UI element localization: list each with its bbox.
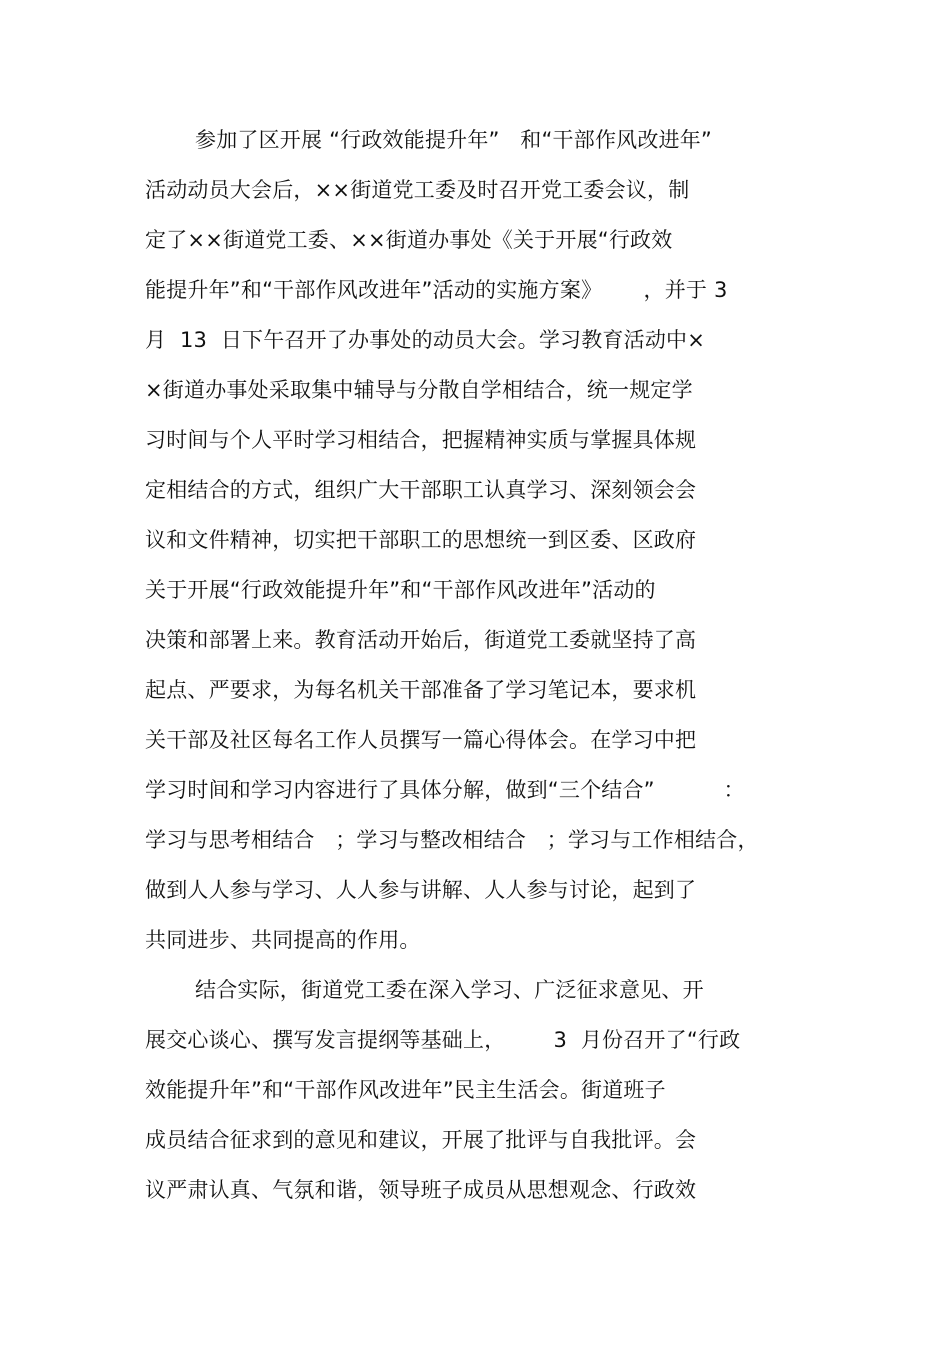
text-line: 学习与思考相结合 ；学习与整改相结合 ；学习与工作相结合，	[145, 828, 759, 852]
text-line: 效能提升年”和“干部作风改进年”民主生活会。街道班子	[145, 1078, 666, 1102]
text-line: 展交心谈心、撰写发言提纲等基础上， 3 月份召开了“行政	[145, 1028, 741, 1052]
text-line: 月 13 日下午召开了办事处的动员大会。学习教育活动中×	[145, 328, 706, 352]
text-line: 成员结合征求到的意见和建议，开展了批评与自我批评。会	[145, 1128, 697, 1152]
text-line: ×街道办事处采取集中辅导与分散自学相结合，统一规定学	[145, 378, 693, 402]
text-line: 议和文件精神，切实把干部职工的思想统一到区委、区政府	[145, 528, 697, 552]
text-line: 习时间与个人平时学习相结合，把握精神实质与掌握具体规	[145, 428, 697, 452]
text-line: 决策和部署上来。教育活动开始后，街道党工委就坚持了高	[145, 628, 697, 652]
text-line: 能提升年”和“干部作风改进年”活动的实施方案》 ，并于 3	[145, 278, 728, 302]
text-line: 议严肃认真、气氛和谐，领导班子成员从思想观念、行政效	[145, 1178, 697, 1202]
text-line: 结合实际，街道党工委在深入学习、广泛征求意见、开	[195, 978, 704, 1002]
text-line: 学习时间和学习内容进行了具体分解，做到“三个结合” ：	[145, 778, 745, 802]
text-line: 起点、严要求，为每名机关干部准备了学习笔记本，要求机	[145, 678, 697, 702]
text-line: 做到人人参与学习、人人参与讲解、人人参与讨论，起到了	[145, 878, 697, 902]
text-line: 定相结合的方式，组织广大干部职工认真学习、深刻领会会	[145, 478, 697, 502]
text-line: 活动动员大会后，××街道党工委及时召开党工委会议，制	[145, 178, 690, 202]
text-line: 定了××街道党工委、××街道办事处《关于开展“行政效	[145, 228, 673, 252]
text-line: 共同进步、共同提高的作用。	[145, 928, 421, 952]
text-line: 关于开展“行政效能提升年”和“干部作风改进年”活动的	[145, 578, 656, 602]
text-line: 关干部及社区每名工作人员撰写一篇心得体会。在学习中把	[145, 728, 697, 752]
text-line: 参加了区开展 “行政效能提升年” 和“干部作风改进年”	[195, 128, 713, 152]
